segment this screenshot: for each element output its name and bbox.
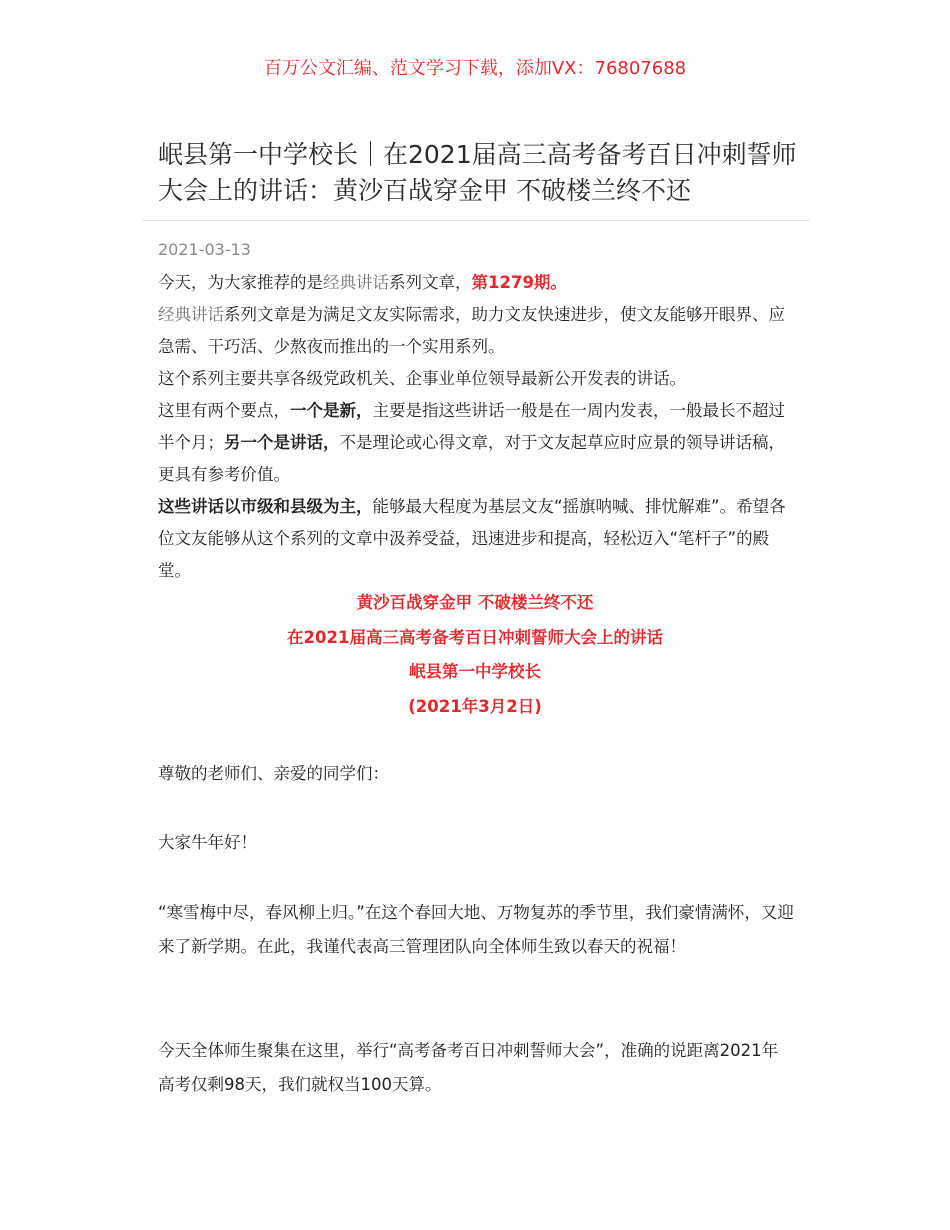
intro-paragraph-2	[158, 299, 794, 363]
intro-text: 能够最大程度为基层文友“摇旗呐喊、排忧解难”。希望各位文友能够从这个系列的文章中汲养受益，迅速进步和提高，轻松迈入“笔杆子”的殿堂。	[158, 497, 786, 580]
emphasis-text: 这些讲话以市级和县级为主，	[158, 497, 373, 516]
intro-text: 系列文章是为满足文友实际需求，助力文友快速进步，使文友能够开眼界、应急需、干巧活、少熬夜而推出的一个实用系列。	[158, 305, 785, 356]
speech-title-line: 黄沙百战穿金甲 不破楼兰终不还	[356, 593, 594, 612]
download-promo-banner: 百万公文汇编、范文学习下载，添加VX：76807688	[263, 58, 687, 79]
intro-text: 系列文章，	[389, 273, 472, 292]
series-name: 经典讲话	[158, 305, 224, 324]
emphasis-text: 另一个是讲话，	[224, 433, 340, 452]
intro-paragraph-3: 这个系列主要共享各级党政机关、企事业单位领导最新公开发表的讲话。	[158, 369, 686, 388]
article-intro	[158, 267, 794, 587]
series-name: 经典讲话	[323, 273, 389, 292]
intro-text: 主要是指这些讲话一般是在一周内发表，一般最长不超过半个月；	[158, 401, 785, 452]
speech-salutation: 尊敬的老师们、亲爱的同学们：	[158, 764, 389, 783]
intro-text: 这里有两个要点，	[158, 401, 290, 420]
speech-paragraph-2: 今天全体师生聚集在这里，举行“高考备考百日冲刺誓师大会”，准确的说距离2021年高考仅剩98天，我们就权当100天算。	[158, 1041, 779, 1094]
publish-date: 2021-03-13	[158, 240, 251, 259]
speaker-line: 岷县第一中学校长	[409, 662, 541, 681]
issue-number: 第1279期。	[471, 273, 567, 292]
emphasis-text: 一个是新，	[290, 401, 373, 420]
speech-date-line: (2021年3月2日)	[408, 696, 542, 716]
intro-paragraph-4	[158, 395, 794, 491]
speech-greeting: 大家牛年好！	[158, 833, 257, 852]
speech-subtitle-line: 在2021届高三高考备考百日冲刺誓师大会上的讲话	[287, 627, 663, 647]
title-divider	[142, 220, 810, 221]
intro-paragraph-5	[158, 491, 794, 587]
intro-paragraph-1	[158, 267, 794, 299]
speech-heading	[0, 586, 950, 724]
article-title: 岷县第一中学校长｜在2021届高三高考备考百日冲刺誓师大会上的讲话：黄沙百战穿金甲 不破楼兰终不还	[158, 140, 797, 205]
intro-text: 今天，为大家推荐的是	[158, 273, 323, 292]
intro-text: 不是理论或心得文章，对于文友起草应时应景的领导讲话稿，更具有参考价值。	[158, 433, 785, 484]
speech-paragraph-1: “寒雪梅中尽，春风柳上归。”在这个春回大地、万物复苏的季节里，我们豪情满怀，又迎来了新学期。在此，我谨代表高三管理团队向全体师生致以春天的祝福！	[158, 903, 794, 956]
